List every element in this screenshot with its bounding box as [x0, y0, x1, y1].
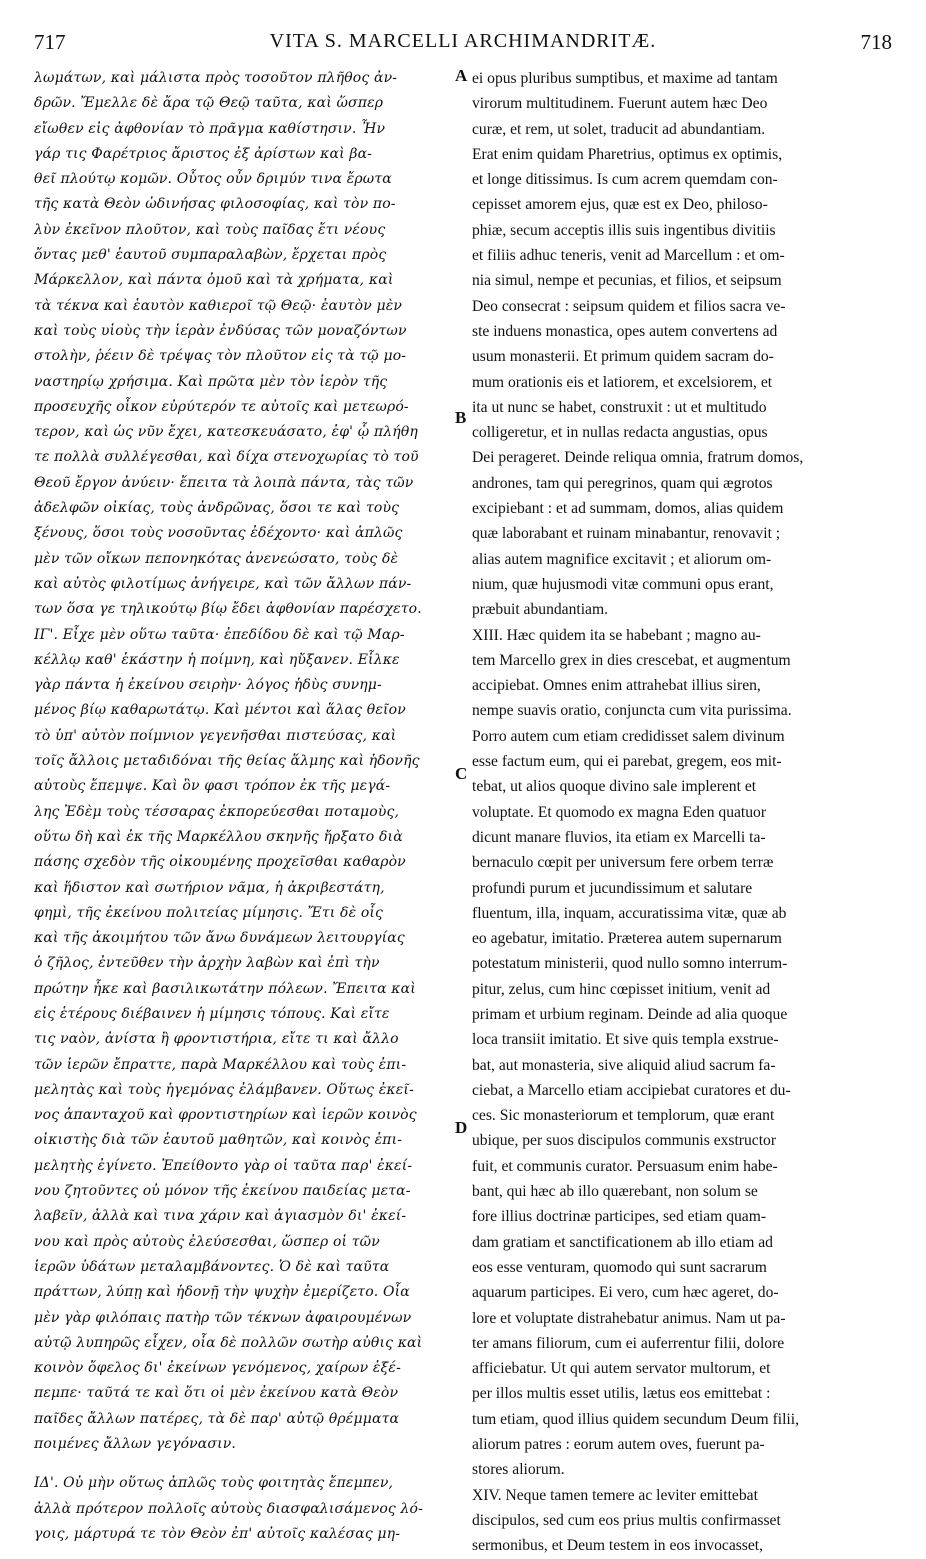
latin-text-line: alias autem magnifice excitavit ; et aliorum om-	[472, 550, 772, 568]
greek-text-line: ναστηρίῳ χρήσιμα. Καὶ πρῶτα μὲν τὸν ἱερὸν τῆς	[34, 373, 388, 390]
greek-text-line: τοῖς ἄλλοις μεταδιδόναι τῆς θείας ἅλμης καὶ ἡδονῆς	[34, 753, 420, 770]
latin-text-line: per illos multis esset utilis, lætus eos emittebat :	[472, 1385, 771, 1403]
latin-text-line: nia simul, nempe et pecunias, et filios, et seipsum	[472, 272, 782, 290]
latin-text-line: mum orationis eis et latiorem, et excelsiorem, et	[472, 373, 773, 391]
greek-text-line: γάρ τις Φαρέτριος ἄριστος ἐξ ἀρίστων καὶ βα-	[34, 145, 373, 162]
latin-text-line: eo agebatur, imitatio. Præterea autem supernarum	[472, 930, 782, 948]
latin-text-line: usum monasterii. Et primum quidem sacram do-	[472, 348, 774, 366]
greek-text-line: φημὶ, τῆς ἐκείνου πολιτείας μίμησις. Ἔτι δὲ οἷς	[34, 904, 384, 921]
latin-text-line: nempe suavis oratio, conjuncta cum vita purissima.	[472, 702, 792, 720]
greek-text-line: λαβεῖν, ἀλλὰ καὶ τινα χάριν καὶ ἁγιασμὸν δι' ἐκεί-	[34, 1208, 407, 1225]
greek-text-line: τις ναὸν, ἀνίστα ἢ φροντιστήρια, εἴτε τι καὶ ἄλλο	[34, 1031, 399, 1048]
greek-text-line: ποιμένες ἄλλων γεγόνασιν.	[34, 1436, 237, 1453]
latin-text-line: Porro autem cum etiam credidisset salem divinum	[472, 727, 785, 745]
latin-text-line: nium, quæ hujusmodi vitæ communi opus erant,	[472, 575, 774, 593]
greek-text-line: ἀδελφῶν οἰκίας, τοὺς ἀνδρῶνας, ὅσοι τε καὶ τοὺς	[34, 500, 400, 517]
greek-text-line: ΙΓ'. Εἶχε μὲν οὕτω ταῦτα· ἐπεδίδου δὲ καὶ τῷ Μαρ-	[34, 626, 405, 643]
latin-text-line: bat, aut monasteria, sive aliquid aliud sacrum fa-	[472, 1056, 776, 1074]
latin-text-line: aquarum participes. Ei vero, cum hæc ageret, do-	[472, 1284, 779, 1302]
latin-text-line: andrones, tam qui peregrinos, quam qui ægrotos	[472, 474, 773, 492]
latin-text-line: afficiebatur. Ut qui autem servator multorum, et	[472, 1360, 771, 1378]
margin-marker-a: A	[455, 66, 468, 85]
latin-text-line: tem Marcello grex in dies crescebat, et augmentum	[472, 651, 791, 669]
latin-text-line: Dei perageret. Deinde reliqua omnia, fratrum domos,	[472, 449, 804, 467]
greek-text-line: οἰκιστὴς διὰ τῶν ἑαυτοῦ μαθητῶν, καὶ κοινὸς ἐπι-	[34, 1132, 403, 1149]
greek-text-line: μελητὰς καὶ τοὺς ἡγεμόνας ἐλάμβανεν. Οὕτως ἐκεῖ-	[34, 1081, 414, 1098]
latin-text-line: et filiis adhuc teneris, venit ad Marcellum : et om-	[472, 247, 785, 265]
latin-text-column	[472, 66, 894, 1559]
latin-text-line: discipulos, sed cum eos prius multis confirmasset	[472, 1511, 781, 1529]
margin-marker-c: C	[455, 764, 468, 783]
greek-text-line: δρῶν. Ἔμελλε δὲ ἄρα τῷ Θεῷ ταῦτα, καὶ ὥσπερ	[34, 95, 384, 112]
greek-text-line: νου ζητοῦντες οὐ μόνον τῆς ἐκείνου παιδείας μετα-	[34, 1183, 411, 1200]
greek-text-line: νου καὶ πρὸς αὐτοὺς ἐλεύσεσθαι, ὥσπερ οἱ τῶν	[34, 1233, 380, 1250]
greek-text-line: μὲν γὰρ φιλόπαις πατὴρ τῶν τέκνων ἀφαιρουμένων	[34, 1309, 412, 1326]
greek-text-line: εἴωθεν εἰς ἀφθονίαν τὸ πρᾶγμα καθίστησιν. Ἦν	[34, 120, 386, 137]
greek-text-line: κέλλῳ καθ' ἑκάστην ἡ ποίμνη, καὶ ηὔξανεν. Εἷλκε	[34, 651, 400, 668]
greek-text-line: θεῖ πλούτῳ κομῶν. Οὗτος οὖν δριμύν τινα ἔρωτα	[34, 171, 392, 188]
greek-text-line: νος ἁπανταχοῦ καὶ φροντιστηρίων καὶ ἱερῶν κοινὸς	[34, 1107, 417, 1124]
latin-text-line: loca transiit imitatio. Et sive quis templa exstrue-	[472, 1031, 779, 1049]
page-number-left: 717	[34, 30, 66, 54]
latin-text-line: et longe ditissimus. Is cum acrem quemdam con-	[472, 171, 778, 189]
latin-text-line: pitur, zelus, cum hinc cœpisset initium, venit ad	[472, 980, 771, 998]
greek-text-line: Θεοῦ ἔργον ἀνύειν· ἔπειτα τὰ λοιπὰ πάντα, τὰς τῶν	[34, 474, 414, 491]
greek-text-line: ὁ ζῆλος, ἐντεῦθεν τὴν ἀρχὴν λαβὼν καὶ ἐπὶ τὴν	[34, 955, 380, 972]
greek-text-line: ἱερῶν ὑδάτων μεταλαμβάνοντες. Ὁ δὲ καὶ ταῦτα	[34, 1258, 390, 1275]
greek-text-line: αὐτοὺς ἔπεμψε. Καὶ ὃν φασι τρόπον ἐκ τῆς μεγά-	[34, 778, 391, 795]
latin-text-line: lore et voluptate distrahebatur animus. Nam ut pa-	[472, 1309, 786, 1327]
latin-text-line: fuit, et communis curator. Persuasum enim habe-	[472, 1157, 778, 1175]
greek-text-line: τε πολλὰ συλλέγεσθαι, καὶ δίχα στενοχωρίας τὸ τοῦ	[34, 449, 419, 466]
greek-text-line: πράττων, λύπῃ καὶ ἡδονῇ τὴν ψυχὴν ἐμερίζετο. Οἷα	[34, 1284, 410, 1301]
latin-text-line: fore illius doctrinæ participes, sed etiam quam-	[472, 1208, 767, 1226]
latin-text-line: phiæ, secum acceptis illis suis ingentibus divitiis	[472, 221, 776, 239]
latin-text-line: potestatum ministerii, quod nullo somno interrum-	[472, 955, 788, 973]
greek-text-line: πάσης σχεδὸν τῆς οἰκουμένης προχεῖσθαι καθαρὸν	[34, 854, 406, 871]
latin-text-line: colligeretur, et in nullas redacta angustias, opus	[472, 424, 768, 442]
greek-text-line: προσευχῆς οἶκον εὐρύτερόν τε αὐτοῖς καὶ μετεωρό-	[34, 398, 409, 415]
latin-text-line: profundi purum et jucundissimum et salutare	[472, 879, 753, 897]
latin-text-line: ces. Sic monasteriorum et templorum, quæ erant	[472, 1107, 775, 1125]
latin-text-line: quæ laborabant et ruinam minabantur, renovavit ;	[472, 525, 781, 543]
latin-text-line: ciebat, a Marcello etiam accipiebat curatores et du-	[472, 1081, 791, 1099]
greek-text-line: παῖδες ἄλλων πατέρες, τὰ δὲ παρ' αὐτῷ θρέμματα	[34, 1410, 400, 1427]
running-header	[34, 30, 892, 60]
greek-text-line: τερον, καὶ ὡς νῦν ἔχει, κατεσκευάσατο, ἐφ' ᾧ πλήθη	[34, 424, 418, 441]
latin-text-line: bant, qui hæc ab illo quærebant, non solum se	[472, 1183, 758, 1201]
latin-text-line: eos esse venturam, quomodo qui sunt sacrarum	[472, 1258, 767, 1276]
latin-text-line: esse factum eum, qui ei parebat, gregem, eos mit-	[472, 753, 782, 771]
latin-text-line: Erat enim quidam Pharetrius, optimus ex optimis,	[472, 145, 783, 163]
latin-text-line: curæ, et rem, ut solet, traducit ad abundantiam.	[472, 120, 766, 138]
latin-text-line: ita ut nunc se habet, construxit : ut et multitudo	[472, 398, 767, 416]
latin-text-line: sermonibus, et Deum testem in eos invocasset,	[472, 1537, 764, 1555]
greek-text-line: εἰς ἑτέρους διέβαινεν ἡ μίμησις τόπους. Καὶ εἴτε	[34, 1005, 390, 1022]
latin-text-line: XIV. Neque tamen temere ac leviter emittebat	[472, 1486, 758, 1504]
greek-text-line: Μάρκελλον, καὶ πάντα ὁμοῦ καὶ τὰ χρήματα, καὶ	[34, 272, 394, 289]
latin-text-line: bernaculo cœpit per universum fere orbem terræ	[472, 854, 774, 872]
greek-text-line: καὶ τῆς ἀκοιμήτου τῶν ἄνω δυνάμεων λειτουργίας	[34, 930, 405, 947]
greek-text-line: ΙΔ'. Οὐ μὴν οὕτως ἁπλῶς τοὺς φοιτητὰς ἔπεμπεν,	[34, 1475, 394, 1492]
greek-text-line: γοις, μάρτυρά τε τὸν Θεὸν ἐπ' αὐτοῖς καλέσας μη-	[34, 1525, 401, 1542]
greek-text-line: ἀλλὰ πρότερον πολλοῖς αὐτοὺς διασφαλισάμενος λό-	[34, 1500, 424, 1517]
greek-text-line: λης Ἐδὲμ τοὺς τέσσαρας ἐκπορεύεσθαι ποταμοὺς,	[34, 803, 400, 820]
latin-text-line: cepisset amorem ejus, quæ est ex Deo, philoso-	[472, 196, 768, 214]
greek-text-line: καὶ αὐτὸς φιλοτίμως ἀνήγειρε, καὶ τῶν ἄλλων πάν-	[34, 575, 412, 592]
greek-text-line: κοινὸν ὄφελος δι' ἐκείνων γενόμενος, χαίρων ἐξέ-	[34, 1360, 401, 1377]
latin-text-line: dam gratiam et sanctificationem ab illo etiam ad	[472, 1233, 773, 1251]
greek-text-line: γὰρ πάντα ἡ ἐκείνου σειρὴν· λόγος ἡδὺς συνημ-	[34, 677, 382, 694]
latin-text-line: primam et urbium reginam. Deinde ad alia quoque	[472, 1005, 788, 1023]
greek-text-line: τῶν ἱερῶν ἔπραττε, παρὰ Μαρκέλλου καὶ τοὺς ἐπι-	[34, 1056, 407, 1073]
greek-text-line: μένος βίῳ καθαρωτάτῳ. Καὶ μέντοι καὶ ἅλας θεῖον	[34, 702, 406, 719]
greek-text-line	[34, 1457, 466, 1471]
greek-text-line: λὺν ἐκεῖνον πλοῦτον, καὶ τοὺς παῖδας ἔτι νέους	[34, 221, 386, 238]
greek-text-line: τῆς κατὰ Θεὸν ὠδινήσας φιλοσοφίας, καὶ τὸν πο-	[34, 196, 396, 213]
latin-text-line: virorum multitudinem. Fuerunt autem hæc Deo	[472, 95, 768, 113]
latin-text-line: tum etiam, quod illius quidem secundum Deum filii,	[472, 1410, 799, 1428]
latin-text-line: ste induens monastica, opes autem convertens ad	[472, 322, 778, 340]
latin-text-line: accipiebat. Omnes enim attrahebat illius siren,	[472, 677, 761, 695]
greek-text-line: πεμπε· ταῦτά τε καὶ ὅτι οἱ μὲν ἐκείνου κατὰ Θεὸν	[34, 1385, 399, 1402]
latin-text-line: fluentum, illa, inquam, accuratissima vitæ, quæ ab	[472, 904, 787, 922]
latin-text-line: voluptate. Et quomodo ex magna Eden quatuor	[472, 803, 767, 821]
latin-text-line: ubique, per suos discipulos communis exstructor	[472, 1132, 777, 1150]
greek-text-line: οὕτω δὴ καὶ ἐκ τῆς Μαρκέλλου σκηνῆς ἤρξατο διὰ	[34, 828, 403, 845]
margin-marker-b: B	[455, 408, 467, 427]
greek-text-line: καὶ ἥδιστον καὶ σωτήριον νᾶμα, ἡ ἀκριβεστάτη,	[34, 879, 385, 896]
greek-text-line: πρώτην ἧκε καὶ βασιλικωτάτην πόλεων. Ἔπειτα καὶ	[34, 980, 416, 997]
greek-text-line: καὶ τοὺς υἱοὺς τὴν ἱερὰν ἐνδύσας τῶν μοναζόντων	[34, 322, 407, 339]
greek-text-line: λωμάτων, καὶ μάλιστα πρὸς τοσοῦτον πλῆθος ἀν-	[34, 70, 398, 86]
greek-text-line: τὰ τέκνα καὶ ἑαυτὸν καθιεροῖ τῷ Θεῷ· ἑαυτὸν μὲν	[34, 297, 403, 314]
greek-text-line: ξένους, ὅσοι τοὺς νοσοῦντας ἐδέχοντο· καὶ ἁπλῶς	[34, 525, 403, 542]
running-title: VITA S. MARCELLI ARCHIMANDRITÆ.	[269, 30, 657, 52]
page-number-right: 718	[860, 30, 892, 54]
latin-text-line: præbuit abundantiam.	[472, 601, 608, 619]
latin-text-line: XIII. Hæc quidem ita se habebant ; magno au-	[472, 626, 761, 644]
latin-text-line: ter amans filiorum, cum ei auferrentur filii, dolore	[472, 1334, 785, 1352]
greek-text-line: μὲν τῶν οἴκων πεπονηκότας ἀνενεώσατο, τοὺς δὲ	[34, 550, 399, 567]
greek-text-line: μελητὴς ἐγίνετο. Ἐπείθοντο γὰρ οἱ ταῦτα παρ' ἐκεί-	[34, 1157, 413, 1174]
latin-text-line: Deo consecrat : seipsum quidem et filios sacra ve-	[472, 297, 786, 315]
greek-text-line: στολὴν, ῥέειν δὲ τρέψας τὸν πλοῦτον εἰς τὰ τῷ μο-	[34, 348, 407, 365]
latin-text-line: tebat, ut alios quoque divino sale implerent et	[472, 778, 757, 796]
greek-text-column	[34, 66, 466, 1547]
greek-text-line: ὄντας μεθ' ἑαυτοῦ συμπαραλαβὼν, ἔρχεται πρὸς	[34, 247, 387, 264]
margin-marker-d: D	[455, 1118, 468, 1137]
greek-text-line: αὐτῷ λυπηρῶς εἶχεν, οἷα δὲ πολλῶν σωτὴρ αὐθις καὶ	[34, 1334, 423, 1351]
greek-text-line: των ὅσα γε τηλικούτῳ βίῳ ἔδει ἀφθονίαν παρέσχετο.	[34, 601, 422, 618]
latin-text-line: stores aliorum.	[472, 1461, 565, 1479]
greek-text-line: τὸ ὑπ' αὐτὸν ποίμνιον γεγενῆσθαι πιστεύσας, καὶ	[34, 727, 397, 744]
latin-text-line: aliorum patres : eorum autem oves, fuerunt pa-	[472, 1436, 765, 1454]
latin-text-line: dicunt manare fluvios, ita etiam ex Marcelli ta-	[472, 828, 766, 846]
latin-text-line: ei opus pluribus sumptibus, et maxime ad tantam	[472, 70, 778, 87]
latin-text-line: excipiebant : et ad summam, domos, alias quidem	[472, 500, 784, 518]
